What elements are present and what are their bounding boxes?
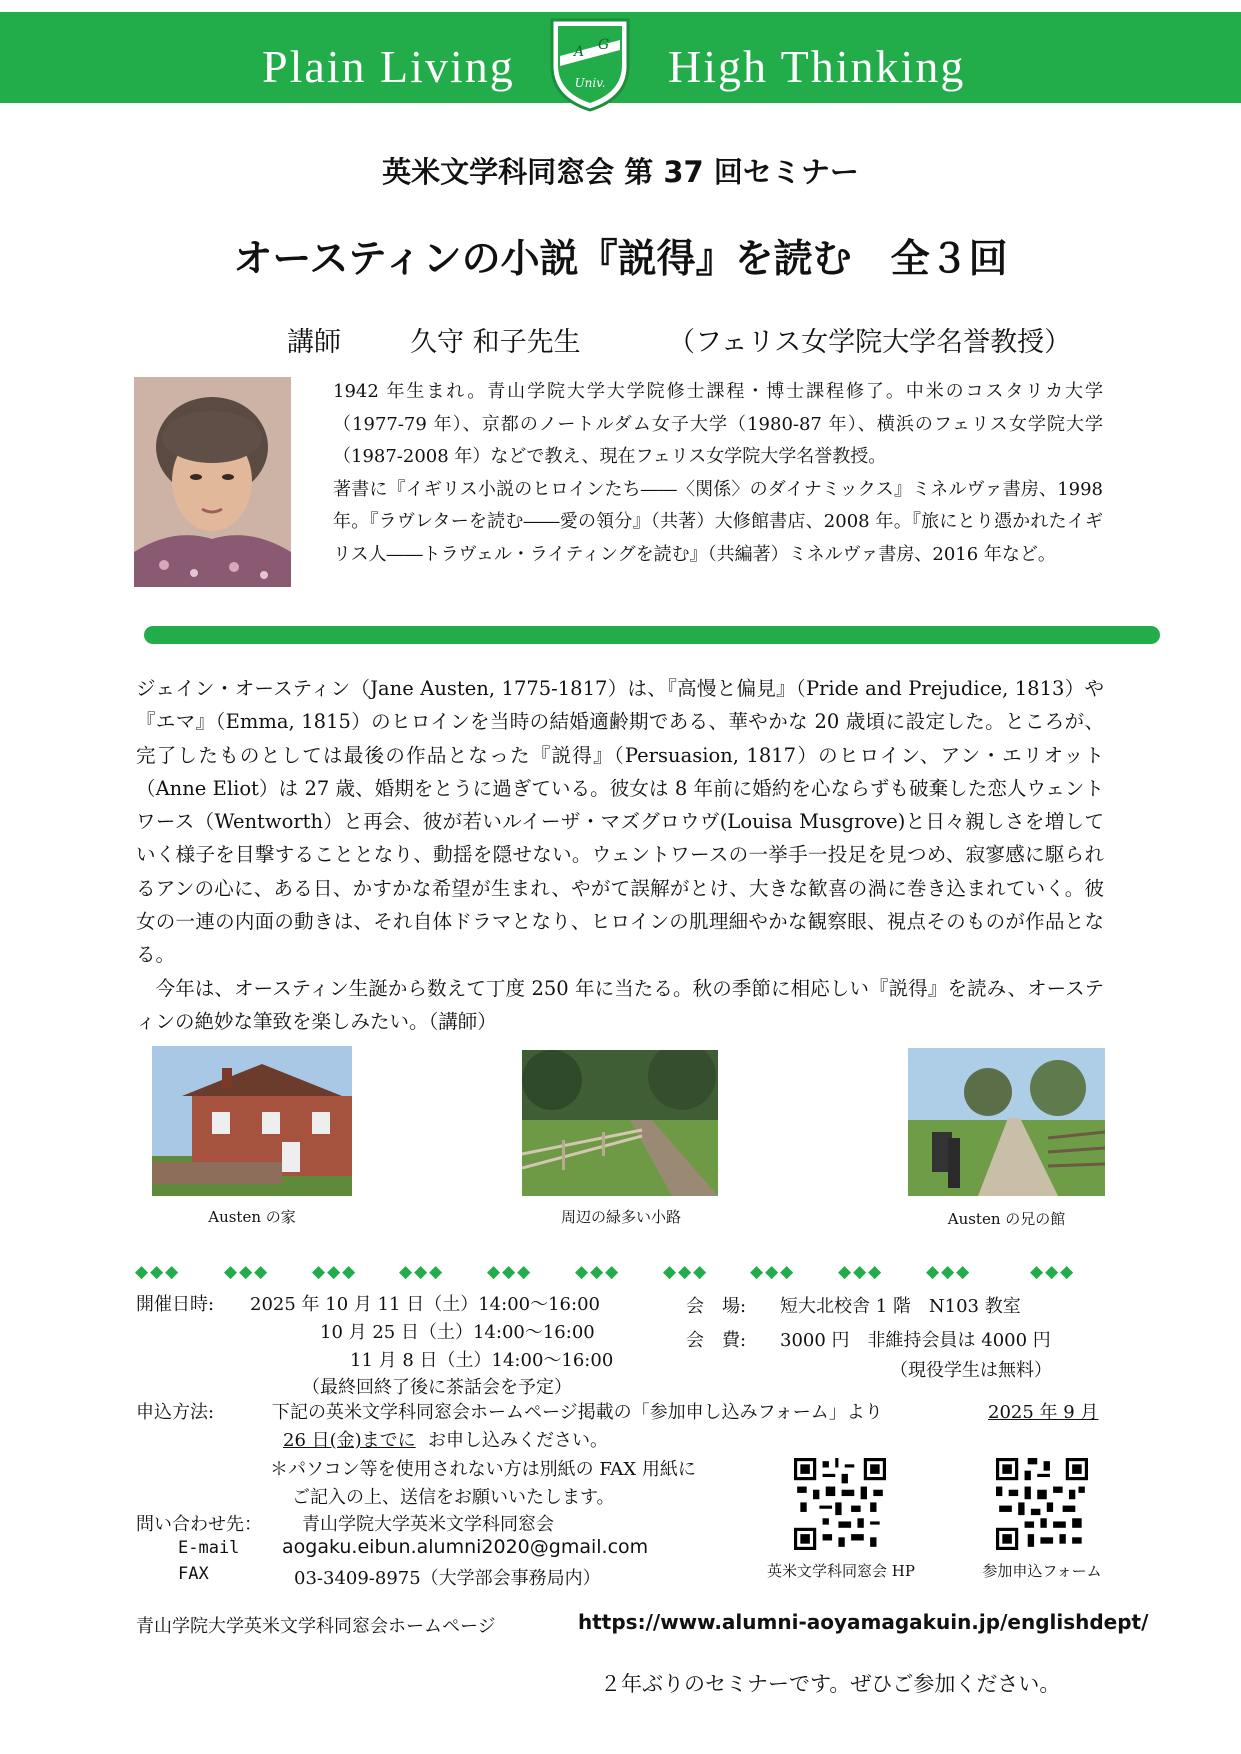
svg-text:A: A [574, 44, 585, 60]
description-paragraph: 今年は、オースティン生誕から数えて丁度 250 年に当たる。秋の季節に相応しい『説得』を読み、オースティンの絶妙な筆致を楽しみたい。（講師） [136, 976, 1104, 1033]
description-paragraph: ジェイン・オースティン（Jane Austen, 1775-1817）は、『高慢と偏見』（Pride and Prejudice, 1813）や『エマ』（Emma, 1815）のヒロインを当時の結婚適齢期である、華やかな 20 歳頃に設定した。ところが、完了したものとしては最後の作品となった『説得』（Persuasion, 1817）のヒロイン、アン・エリオット（Anne Eliot）は 27 歳、婚期をとうに過ぎている。彼女は 8 年前に婚約を心ならずも破棄した恋人ウェントワース（Wentworth）と再会、彼が若いルイーザ・マズグロウヴ(Louisa Musgrove)と日々親しさを増していく様子を目撃することとなり、動揺を隠せない。ウェントワースの一挙手一投足を見つめ、寂寥感に駆られるアンの心に、ある日、かすかな希望が生まれ、やがて誤解がとけ、大きな歓喜の渦に巻き込まれていく。彼女の一連の内面の動きは、それ自体ドラマとなり、ヒロインの肌理細やかな観察眼、視点そのものが作品となる。 [136, 677, 1104, 967]
svg-text:G: G [598, 37, 610, 53]
diamond-separator: ◆◆◆ [487, 1262, 533, 1282]
brother-house-photo [908, 1048, 1105, 1196]
schedule-note: （最終回終了後に茶話会を予定） [302, 1377, 572, 1398]
application-deadline-day: 26 日(金)までに [283, 1430, 416, 1451]
diamond-separator: ◆◆◆ [926, 1262, 972, 1282]
closing-message: ２年ぶりのセミナーです。ぜひご参加ください。 [600, 1672, 1061, 1696]
qr-code-icon[interactable] [996, 1458, 1088, 1550]
venue-value: 短大北校舎 1 階 N103 教室 [780, 1296, 1021, 1317]
homepage-url[interactable]: https://www.alumni-aoyamagakuin.jp/englishdept/ [578, 1610, 1149, 1634]
diamond-separator: ◆◆◆ [399, 1262, 445, 1282]
fax-note: ＊パソコン等を使用されない方は別紙の FAX 用紙に [270, 1459, 696, 1480]
application-instruction-end: お申し込みください。 [428, 1430, 608, 1451]
seminar-subtitle: 英米文学科同窓会 第 37 回セミナー [382, 155, 859, 189]
contact-label: 問い合わせ先： [136, 1514, 262, 1535]
schedule-date: 2025 年 10 月 11 日（土）14:00～16:00 [250, 1294, 600, 1315]
fee-value: 3000 円 非維持会員は 4000 円 [780, 1330, 1051, 1351]
homepage-label: 青山学院大学英米文学科同窓会ホームページ [136, 1616, 496, 1637]
lecturer-photo [134, 377, 291, 587]
application-deadline: 2025 年 9 月 [988, 1402, 1099, 1423]
diamond-separator: ◆◆◆ [1030, 1262, 1076, 1282]
bio-publications: 著書に『イギリス小説のヒロインたち――〈関係〉のダイナミックス』ミネルヴァ書房、1998 年。『ラヴレターを読む――愛の領分』（共著）大修館書店、2008 年。『旅にとり憑かれたイギリス人――トラヴェル・ライティングを読む』（共編著）ミネルヴァ書房、2016 年など。 [333, 478, 1103, 565]
diamond-separator: ◆◆◆ [663, 1262, 709, 1282]
seminar-description [136, 672, 1104, 1038]
seminar-title: オースティンの小説『説得』を読む 全３回 [233, 237, 1008, 282]
schedule-label: 開催日時: [136, 1294, 215, 1315]
crest-logo [548, 16, 632, 112]
contact-fax: 03-3409-8975（大学部会事務局内） [294, 1568, 601, 1589]
motto-left: Plain Living [262, 41, 515, 92]
diamond-separator: ◆◆◆ [575, 1262, 621, 1282]
fax-note: ご記入の上、送信をお願いいたします。 [292, 1487, 615, 1508]
diamond-separator: ◆◆◆ [224, 1262, 270, 1282]
crest-text: Univ. [574, 76, 606, 90]
lecturer-role: 講師 [287, 327, 341, 358]
diamond-separator: ◆◆◆ [135, 1262, 181, 1282]
email-label: E-mail [178, 1538, 240, 1558]
lecturer-name: 久守 和子先生 [410, 327, 581, 358]
photo-caption: Austen の家 [208, 1208, 296, 1226]
diamond-separator: ◆◆◆ [750, 1262, 796, 1282]
qr-code-icon[interactable] [794, 1458, 886, 1550]
application-label: 申込方法: [136, 1402, 215, 1423]
schedule-date: 11 月 8 日（土）14:00～16:00 [350, 1350, 614, 1371]
green-divider [144, 626, 1160, 644]
bio-career: 1942 年生まれ。青山学院大学大学院修士課程・博士課程修了。中米のコスタリカ大学（1977-79 年）、京都のノートルダム女子大学（1980-87 年）、横浜のフェリス女学院大学（1987-2008 年）などで教え、現在フェリス女学院大学名誉教授。 [333, 381, 1103, 467]
application-instruction: 下記の英米文学科同窓会ホームページ掲載の「参加申し込みフォーム」より [272, 1402, 883, 1423]
qr-caption: 参加申込フォーム [982, 1562, 1102, 1580]
motto-right: High Thinking [668, 41, 966, 92]
green-lane-photo [522, 1050, 718, 1196]
schedule-date: 10 月 25 日（土）14:00～16:00 [320, 1322, 595, 1343]
photo-caption: Austen の兄の館 [947, 1210, 1066, 1228]
venue-label: 会 場: [686, 1296, 747, 1317]
lecturer-affiliation: （フェリス女学院大学名誉教授） [668, 327, 1072, 358]
lecturer-bio [333, 376, 1103, 571]
contact-org: 青山学院大学英米文学科同窓会 [302, 1514, 554, 1535]
fax-label: FAX [178, 1564, 209, 1584]
qr-caption: 英米文学科同窓会 HP [767, 1562, 915, 1580]
diamond-separator: ◆◆◆ [312, 1262, 358, 1282]
contact-email[interactable]: aogaku.eibun.alumni2020@gmail.com [282, 1536, 649, 1558]
austen-house-photo [152, 1046, 352, 1196]
photo-caption: 周辺の緑多い小路 [560, 1208, 681, 1226]
fee-label: 会 費: [686, 1330, 747, 1351]
diamond-separator: ◆◆◆ [838, 1262, 884, 1282]
fee-note: （現役学生は無料） [890, 1360, 1052, 1381]
